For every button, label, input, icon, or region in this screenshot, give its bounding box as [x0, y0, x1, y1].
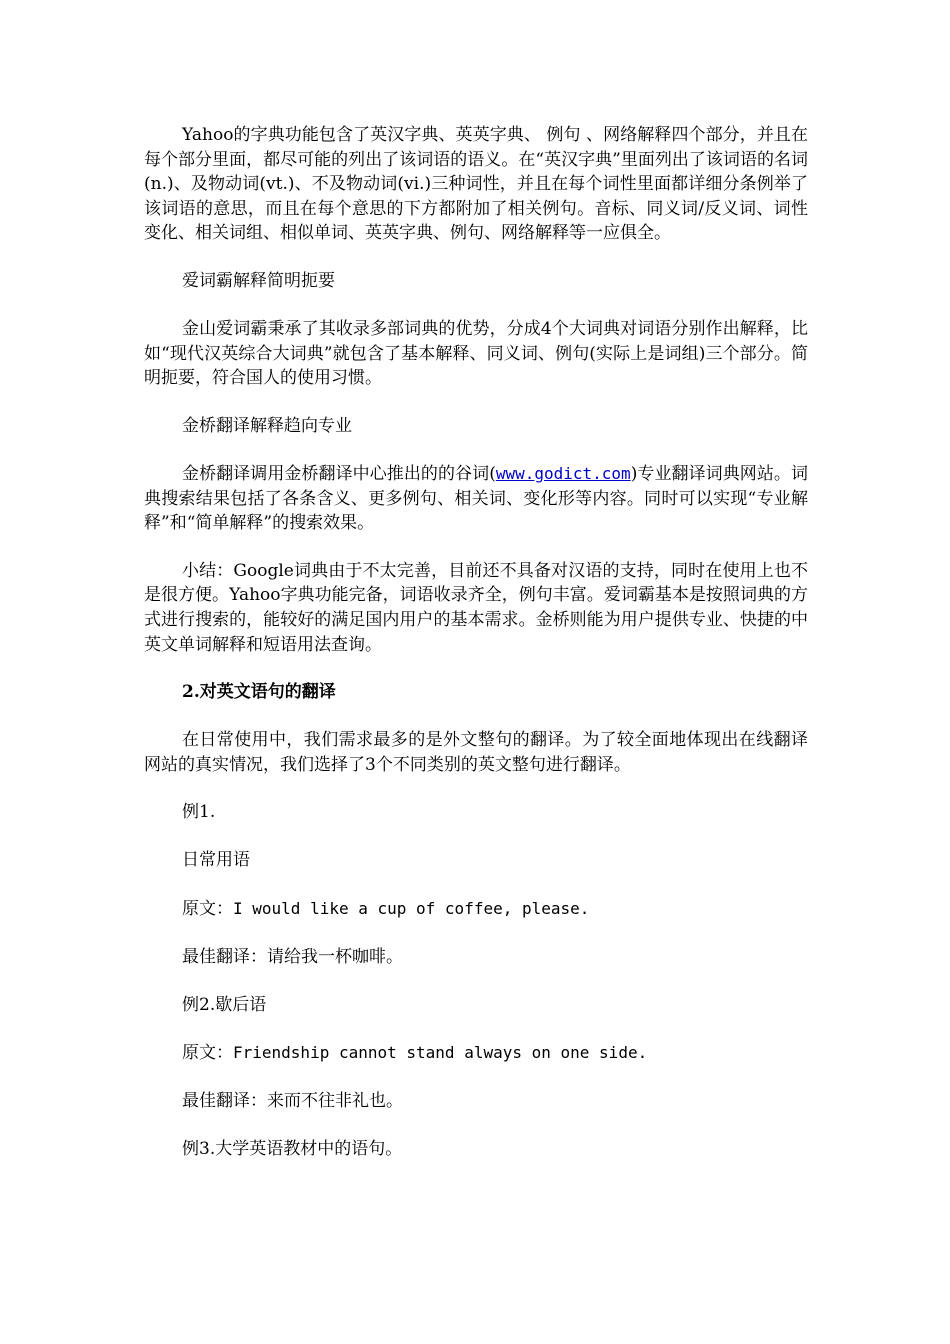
yahoo-paragraph: Yahoo的字典功能包含了英汉字典、英英字典、 例句 、网络解释四个部分，并且在每个部分里面，都尽可能的列出了该词语的语义。在“英汉字典”里面列出了该词语的名词(n.)、及物动词(vt.)、不及物动词(vi.)三种词性，并且在每个词性里面都详细分条例举了该词语的意思，而且在每个意思的下方都附加了相关例句。音标、同义词/反义词、词性变化、相关词组、相似单词、英英字典、例句、网络解释等一应俱全。 — [144, 125, 808, 244]
iciba-heading: 爱词霸解释简明扼要 — [182, 270, 335, 291]
example1-original-label: 原文： — [182, 898, 233, 919]
godict-link[interactable]: www.godict.com — [495, 463, 631, 483]
section2-intro: 在日常使用中，我们需求最多的是外文整句的翻译。为了较全面地体现出在线翻译网站的真实情况，我们选择了3个不同类别的英文整句进行翻译。 — [144, 730, 808, 775]
example1-category: 日常用语 — [182, 850, 250, 871]
summary-paragraph: 小结：Google词典由于不太完善，目前还不具备对汉语的支持，同时在使用上也不是很方便。Yahoo字典功能完备，词语收录齐全，例句丰富。爱词霸基本是按照词典的方式进行搜索的，能较好的满足国内用户的基本需求。金桥则能为用户提供专业、快捷的中英文单词解释和短语用法查询。 — [144, 560, 808, 655]
example2-original-text: Friendship cannot stand always on one side. — [233, 1042, 648, 1062]
jinqiao-text-after: )专业翻译词典网站。词典搜索结果包括了各条含义、更多例句、相关词、变化形等内容。同时可以实现“专业解释”和“简单解释”的搜索效果。 — [144, 463, 808, 534]
example1-best-translation: 最佳翻译：请给我一杯咖啡。 — [182, 946, 403, 967]
example2-original — [144, 1041, 808, 1066]
jinqiao-paragraph — [144, 462, 808, 536]
example2-label: 例2.歇后语 — [182, 994, 267, 1015]
example1-original — [144, 897, 808, 922]
document-body — [144, 123, 808, 1185]
section2-heading: 2.对英文语句的翻译 — [182, 682, 336, 703]
jinqiao-heading: 金桥翻译解释趋向专业 — [182, 415, 352, 436]
example2-best-translation: 最佳翻译：来而不往非礼也。 — [182, 1090, 403, 1111]
jinqiao-text-before: 金桥翻译调用金桥翻译中心推出的的谷词( — [182, 463, 496, 484]
example2-original-label: 原文： — [182, 1042, 233, 1063]
iciba-paragraph: 金山爱词霸秉承了其收录多部词典的优势，分成4个大词典对词语分别作出解释，比如“现代汉英综合大词典”就包含了基本解释、同义词、例句(实际上是词组)三个部分。简明扼要，符合国人的使用习惯。 — [144, 319, 808, 389]
example1-original-text: I would like a cup of coffee, please. — [233, 898, 590, 918]
example3-label: 例3.大学英语教材中的语句。 — [182, 1139, 403, 1160]
example1-label: 例1. — [182, 802, 216, 823]
